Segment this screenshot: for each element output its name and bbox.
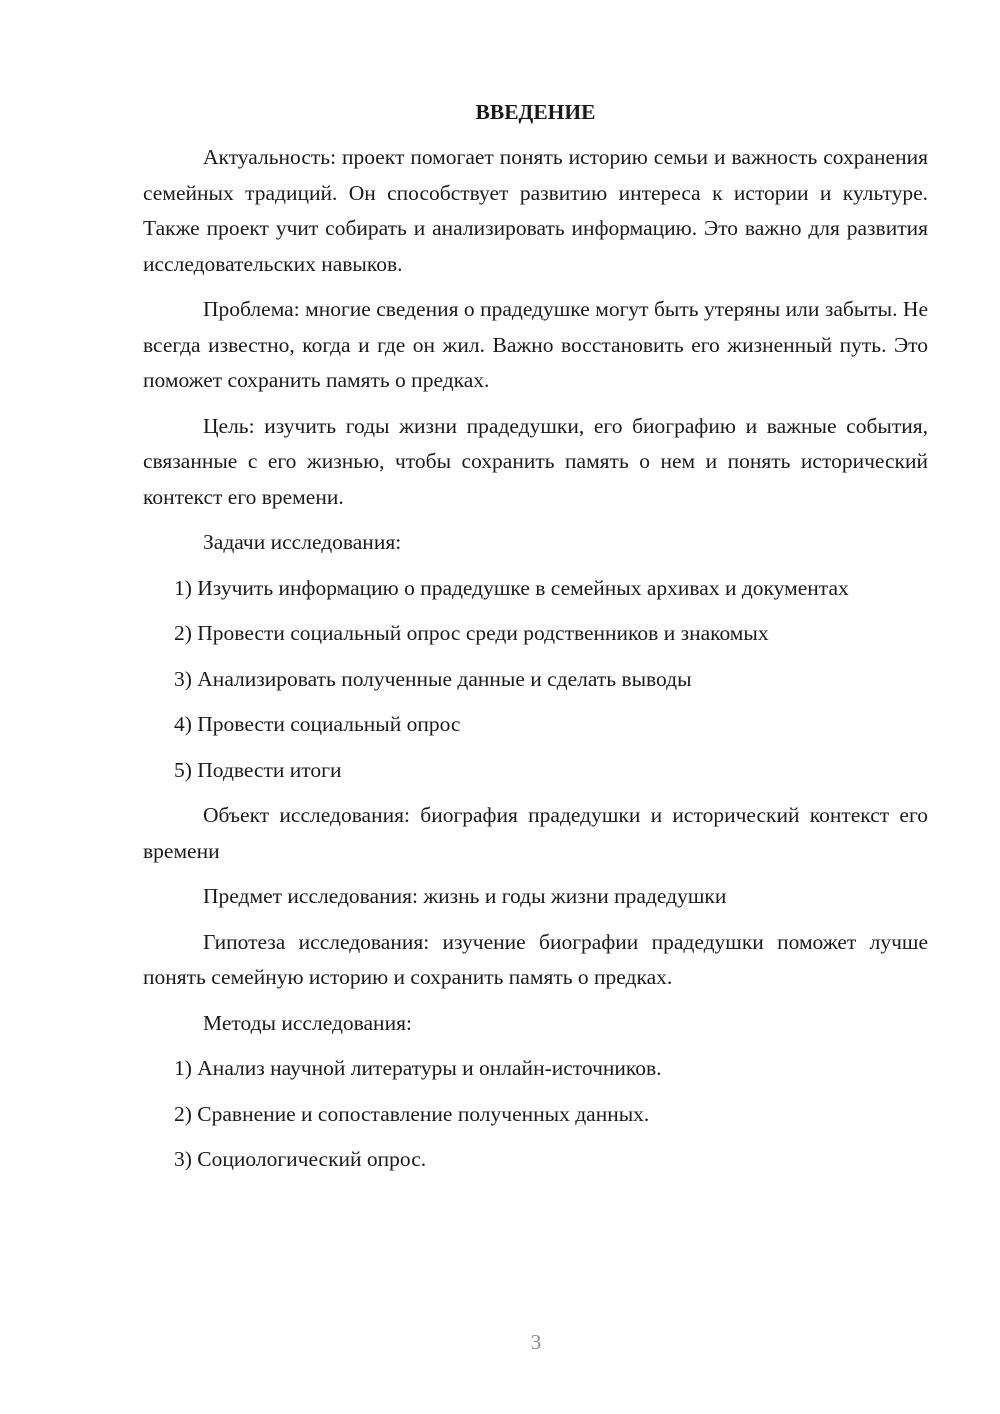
method-item-1: 1) Анализ научной литературы и онлайн-источников. bbox=[174, 1056, 662, 1080]
task-item-4: 4) Провести социальный опрос bbox=[174, 712, 461, 736]
paragraph-hypothesis: Гипотеза исследования: изучение биографии прадедушки поможет лучше понять семейную историю и сохранить память о предках. bbox=[143, 929, 928, 989]
method-item-2: 2) Сравнение и сопоставление полученных данных. bbox=[174, 1101, 650, 1126]
section-title: ВВЕДЕНИЕ bbox=[475, 100, 596, 124]
method-item-3: 3) Социологический опрос. bbox=[174, 1147, 427, 1171]
task-item-3: 3) Анализировать полученные данные и сделать выводы bbox=[174, 666, 692, 691]
methods-heading: Методы исследования: bbox=[203, 1010, 412, 1035]
page-content bbox=[143, 95, 928, 1188]
paragraph-goal: Цель: изучить годы жизни прадедушки, его биографию и важные события, связанные с его жизнью, чтобы сохранить память о нем и понять исторический контекст его времени. bbox=[143, 413, 928, 509]
task-item-1: 1) Изучить информацию о прадедушке в семейных архивах и документах bbox=[174, 575, 849, 600]
paragraph-subject: Предмет исследования: жизнь и годы жизни прадедушки bbox=[203, 884, 727, 908]
paragraph-object: Объект исследования: биография прадедушки и исторический контекст его времени bbox=[143, 803, 928, 863]
task-item-5: 5) Подвести итоги bbox=[174, 757, 342, 782]
paragraph-problem: Проблема: многие сведения о прадедушке могут быть утеряны или забыты. Не всегда известно, когда и где он жил. Важно восстановить его жизненный путь. Это поможет сохранить память о предках. bbox=[143, 297, 928, 392]
task-item-2: 2) Провести социальный опрос среди родственников и знакомых bbox=[174, 621, 769, 645]
page-number: 3 bbox=[530, 1330, 542, 1354]
tasks-heading: Задачи исследования: bbox=[203, 530, 402, 554]
paragraph-relevance: Актуальность: проект помогает понять историю семьи и важность сохранения семейных традиций. Он способствует развитию интереса к истории и культуре. Также проект учит собирать и анализировать информацию. Это важно для развития исследовательских навыков. bbox=[143, 145, 928, 276]
